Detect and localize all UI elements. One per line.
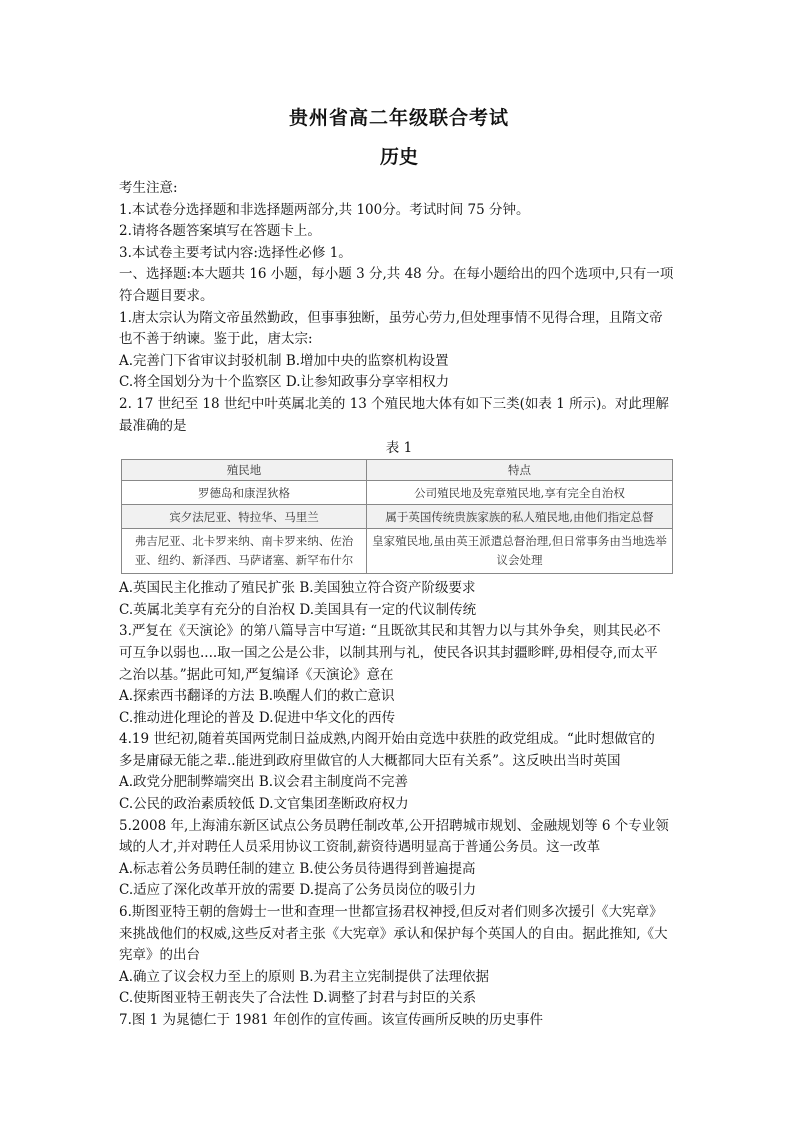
question-stem: 3.严复在《天演论》的第八篇导言中写道: “且既欲其民和其智力以与其外争矣，则其民必不 (119, 623, 661, 640)
options-cd: C.公民的政治素质较低 D.文官集团垄断政府权力 (119, 796, 409, 813)
table-cell: 罗德岛和康涅狄格 (122, 481, 367, 505)
question-6 (119, 902, 679, 1010)
options-cd: C.将全国划分为十个监察区 D.让参知政事分享宰相权力 (119, 374, 450, 391)
question-stem: 最准确的是 (119, 417, 187, 434)
question-stem: 之治以基。”据此可知,严复编译《天演论》意在 (119, 666, 394, 683)
question-stem: 6.斯图亚特王朝的詹姆士一世和查理一世都宣扬君权神授,但反对者们则多次援引《大宪章》 (119, 904, 663, 921)
table-cell: 弗吉尼亚、北卡罗来纳、南卡罗来纳、佐治亚、纽约、新泽西、马萨诸塞、新罕布什尔 (122, 529, 367, 574)
section-line: 符合题目要求。 (119, 287, 214, 304)
table-row (122, 505, 673, 529)
note-item: 3.本试卷主要考试内容:选择性必修 1。 (119, 244, 352, 261)
options-ab: A.政党分肥制弊端突出 B.议会君主制度尚不完善 (119, 774, 409, 791)
table-row (122, 529, 673, 574)
exam-title: 贵州省高二年级联合考试 (288, 107, 509, 129)
question-3 (119, 621, 679, 729)
question-stem: 1.唐太宗认为隋文帝虽然勤政，但事事独断，虽劳心劳力,但处理事情不见得合理，且隋文帝 (119, 309, 663, 326)
table-header-cell: 殖民地 (122, 460, 367, 481)
question-7 (119, 1010, 679, 1032)
section-line: 一、选择题:本大题共 16 小题，每小题 3 分,共 48 分。在每小题给出的四个选项中,只有一项 (119, 266, 674, 283)
question-stem: 可互争以弱也....取一国之公是公非，以制其刑与礼，使民各识其封疆畛畔,毋相侵夺,而太平 (119, 644, 658, 661)
table-row (122, 481, 673, 505)
subject-title: 历史 (379, 146, 418, 168)
candidate-notes (119, 178, 679, 264)
question-1 (119, 308, 679, 394)
table-cell: 皇家殖民地,虽由英王派遣总督治理,但日常事务由当地选举议会处理 (367, 529, 673, 574)
options-cd: C.适应了深化改革开放的需要 D.提高了公务员岗位的吸引力 (119, 882, 477, 899)
question-stem: 宪章》的出台 (119, 947, 200, 964)
options-cd: C.英属北美享有充分的自治权 D.美国具有一定的代议制传统 (119, 601, 477, 618)
table-header-cell: 特点 (367, 460, 673, 481)
exam-page (119, 100, 679, 1032)
options-ab: A.标志着公务员聘任制的建立 B.使公务员待遇得到普遍提高 (119, 860, 476, 877)
options-ab: A.探索西书翻译的方法 B.唤醒人们的救亡意识 (119, 688, 395, 705)
options-ab: A.完善门下省审议封驳机制 B.增加中央的监察机构设置 (119, 352, 449, 369)
table-caption: 表 1 (385, 440, 413, 457)
options-cd: C.推动进化理论的普及 D.促进中华文化的西传 (119, 709, 396, 726)
note-item: 1.本试卷分选择题和非选择题两部分,共 100分。考试时间 75 分钟。 (119, 201, 530, 218)
question-stem: 2. 17 世纪至 18 世纪中叶英属北美的 13 个殖民地大体有如下三类(如表 1 所示)。对此理解 (119, 395, 669, 412)
table-cell: 公司殖民地及宪章殖民地,享有完全自治权 (367, 481, 673, 505)
note-item: 2.请将各题答案填写在答题卡上。 (119, 223, 321, 240)
table-cell: 属于英国传统贵族家族的私人殖民地,由他们指定总督 (367, 505, 673, 529)
question-stem: 多是庸碌无能之辈..能进到政府里做官的人大概都同大臣有关系”。这反映出当时英国 (119, 752, 621, 769)
section-intro (119, 264, 679, 307)
question-stem: 来挑战他们的权威,这些反对者主张《大宪章》承认和保护每个英国人的自由。据此推知,《大 (119, 925, 668, 942)
question-stem: 7.图 1 为晁德仁于 1981 年创作的宣传画。该宣传画所反映的历史事件 (119, 1012, 543, 1028)
options-ab: A.英国民主化推动了殖民扩张 B.美国独立符合资产阶级要求 (119, 580, 476, 597)
question-stem: 也不善于纳谏。鉴于此，唐太宗: (119, 331, 313, 348)
colonies-table (121, 459, 673, 574)
question-stem: 5.2008 年,上海浦东新区试点公务员聘任制改革,公开招聘城市规划、金融规划等 6 个专业领 (119, 817, 669, 834)
question-stem: 域的人才,并对聘任人员采用协议工资制,薪资待遇明显高于普通公务员。这一改革 (119, 839, 601, 856)
question-5 (119, 816, 679, 902)
question-stem: 4.19 世纪初,随着英国两党制日益成熟,内阁开始由竞选中获胜的政党组成。“此时想做官的 (119, 731, 655, 748)
options-cd: C.使斯图亚特王朝丧失了合法性 D.调整了封君与封臣的关系 (119, 990, 477, 1007)
table-cell: 宾夕法尼亚、特拉华、马里兰 (122, 505, 367, 529)
options-ab: A.确立了议会权力至上的原则 B.为君主立宪制提供了法理依据 (119, 968, 490, 985)
notes-heading: 考生注意: (119, 180, 178, 196)
table-header-row (122, 460, 673, 481)
question-4 (119, 729, 679, 815)
question-2 (119, 394, 679, 621)
